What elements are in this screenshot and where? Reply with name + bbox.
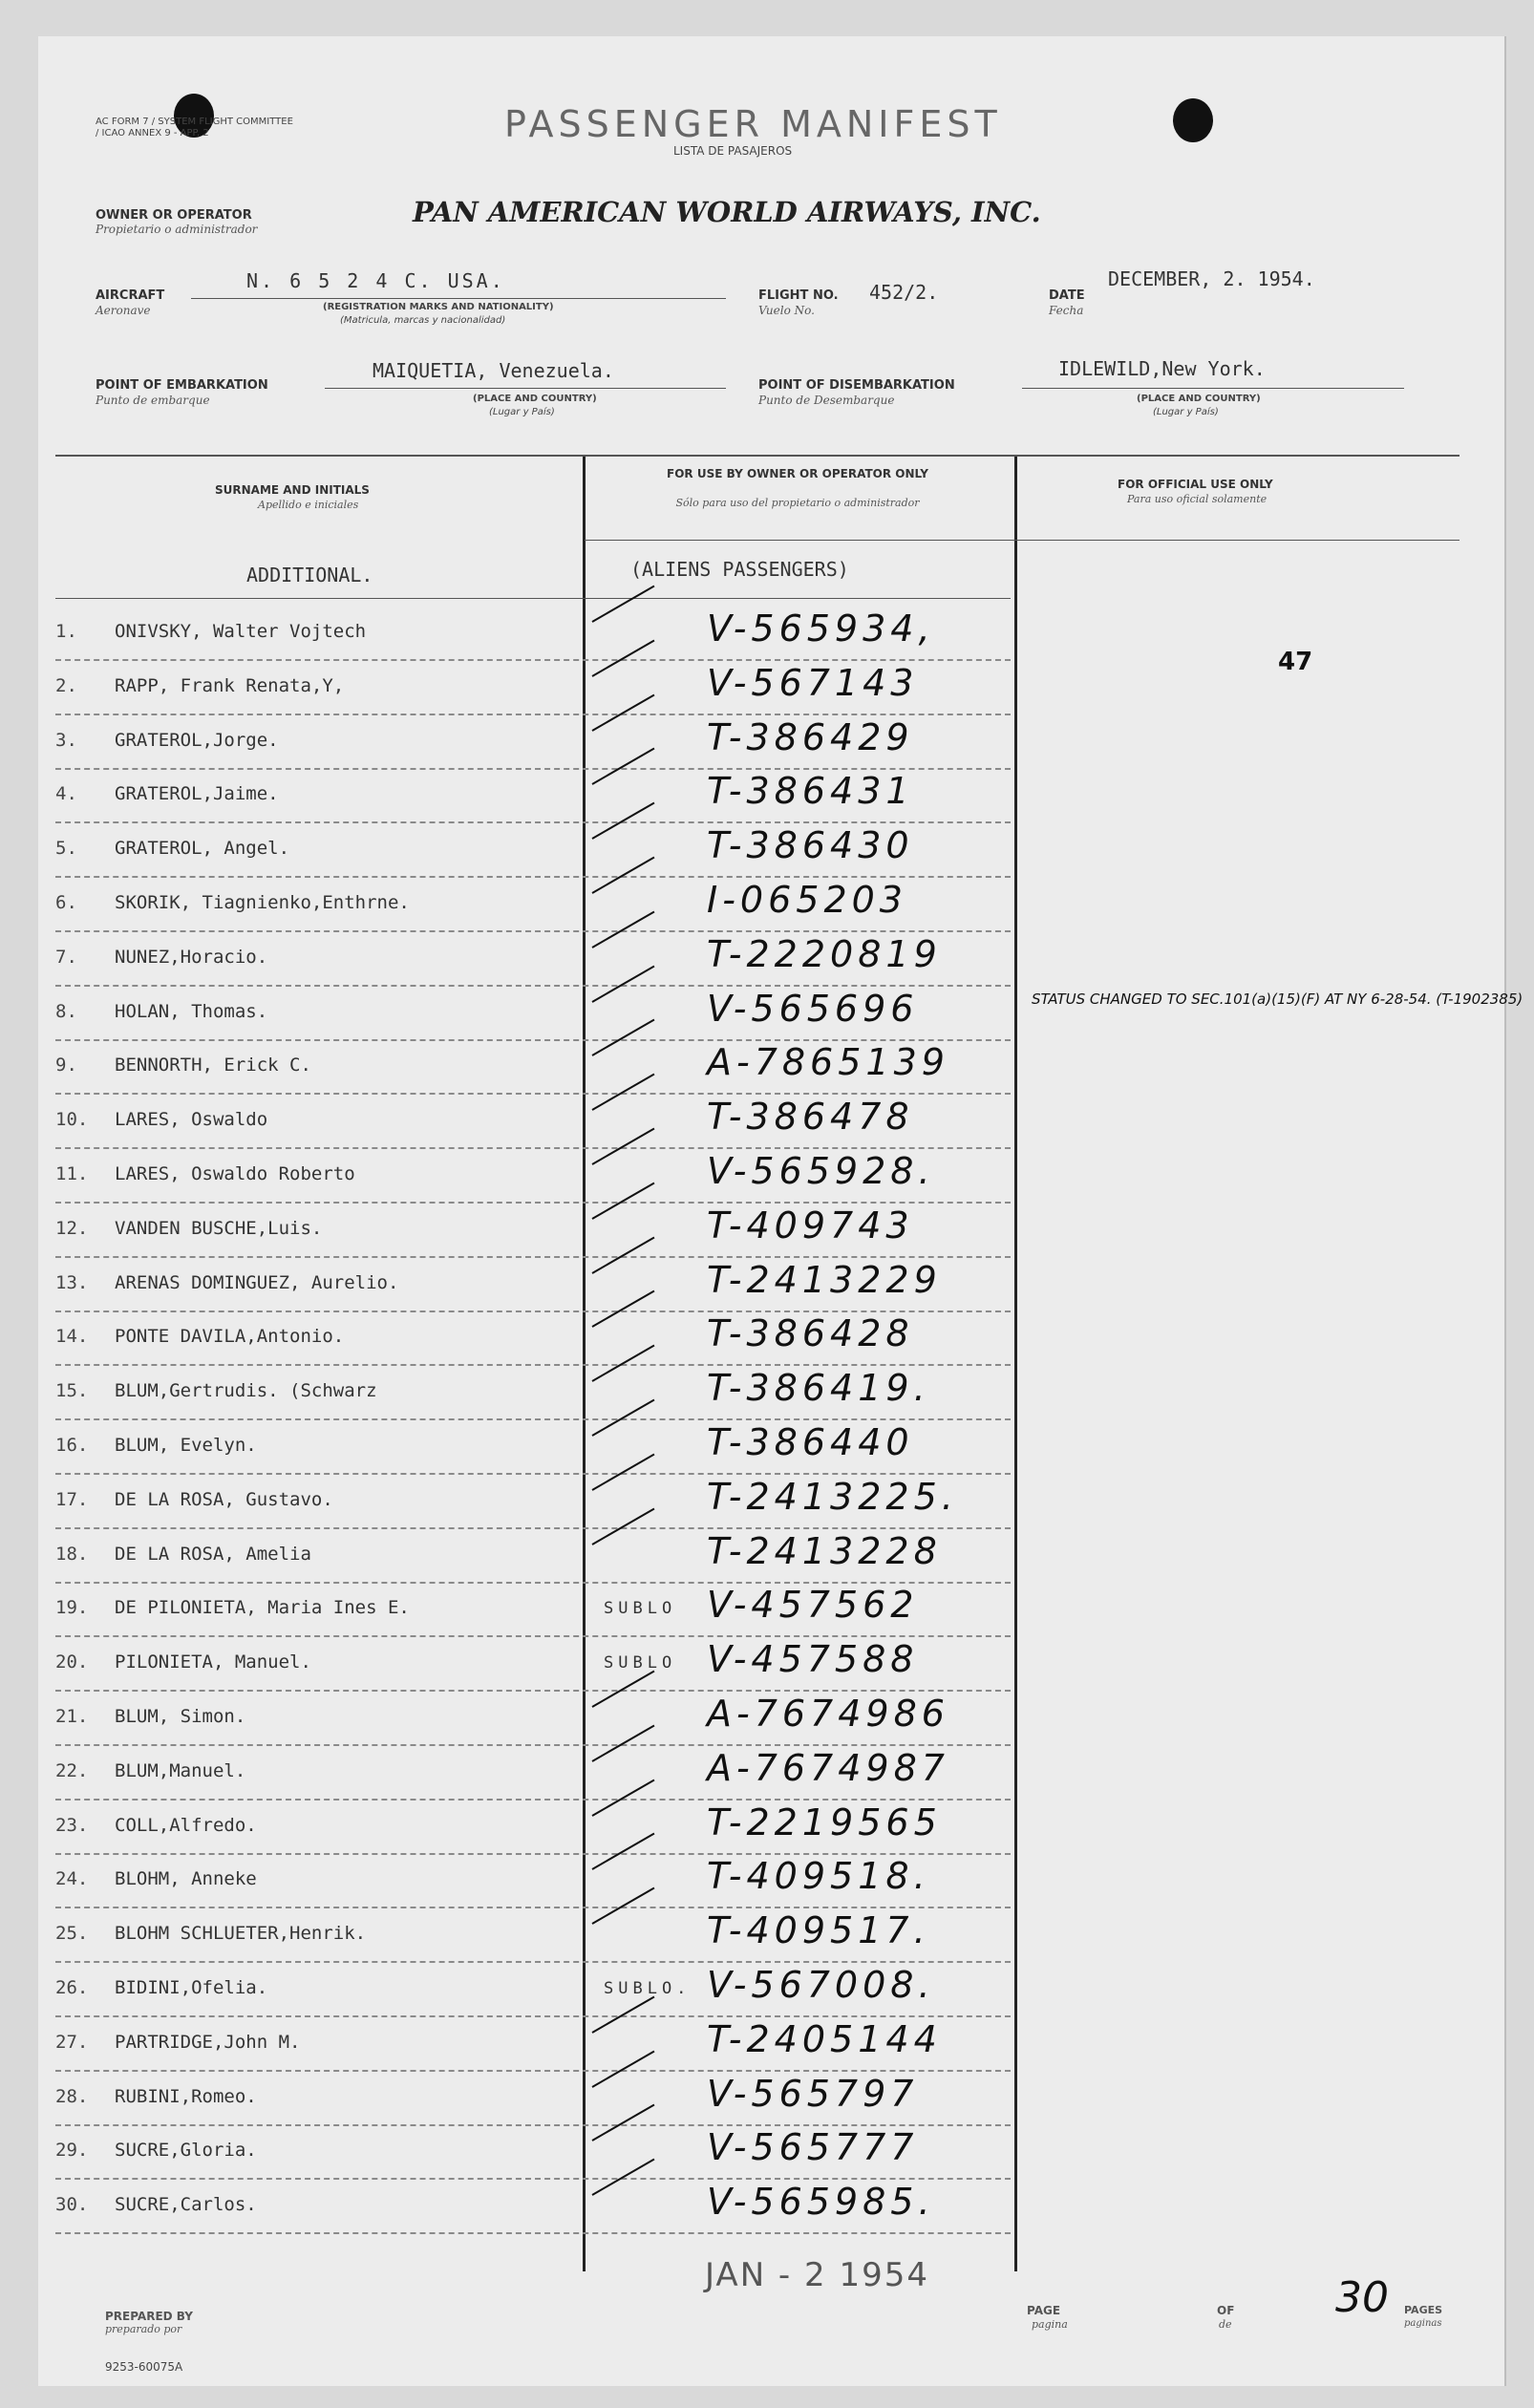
page-label: PAGE — [1027, 2304, 1061, 2317]
table-row — [0, 987, 1534, 1045]
pages-label: PAGES — [1404, 2304, 1443, 2316]
row-rule — [55, 1039, 1011, 1041]
passenger-name: GRATEROL,Jaime. — [115, 783, 279, 805]
row-number: 14. — [55, 1326, 89, 1348]
table-row — [0, 1964, 1534, 2021]
owner-label: OWNER OR OPERATOR — [96, 208, 252, 223]
passenger-name: BLUM, Evelyn. — [115, 1435, 257, 1456]
row-number: 11. — [55, 1163, 89, 1184]
pages-label-es: paginas — [1404, 2318, 1442, 2329]
document-number: T-2220819 — [707, 932, 942, 975]
row-number: 28. — [55, 2085, 89, 2107]
embarkation-label: POINT OF EMBARKATION — [96, 378, 268, 393]
row-number: 15. — [55, 1380, 89, 1402]
subclass-mark: SUBLO — [604, 1599, 677, 1619]
document-number: A-7674986 — [707, 1693, 949, 1735]
prepared-by-label-es: preparado por — [105, 2323, 182, 2335]
row-number: 4. — [55, 783, 77, 805]
document-number: V-567143 — [707, 661, 919, 704]
document-number: T-386428 — [707, 1312, 914, 1355]
table-row — [0, 770, 1534, 827]
row-number: 19. — [55, 1597, 89, 1619]
form-number: 9253-60075A — [105, 2360, 183, 2374]
document-number: T-386429 — [707, 715, 914, 758]
table-row — [0, 607, 1534, 665]
table-row — [0, 1638, 1534, 1695]
row-rule — [55, 1418, 1011, 1420]
document-number: T-2219565 — [707, 1801, 942, 1843]
passenger-name: NUNEZ,Horacio. — [115, 946, 268, 968]
document-number: T-2413225. — [707, 1475, 958, 1518]
table-row — [0, 2017, 1534, 2076]
passenger-name: DE LA ROSA, Gustavo. — [115, 1488, 333, 1510]
document-number: T-386478 — [707, 1096, 914, 1139]
row-number: 25. — [55, 1923, 89, 1945]
row-rule — [55, 821, 1011, 823]
row-number: 13. — [55, 1271, 89, 1293]
document-number: A-7865139 — [707, 1041, 949, 1084]
passenger-name: BLUM,Gertrudis. (Schwarz — [115, 1380, 377, 1402]
page-of-label: OF — [1217, 2304, 1235, 2317]
table-row — [0, 2181, 1534, 2238]
date-value: DECEMBER, 2. 1954. — [1108, 267, 1315, 290]
table-row — [0, 1204, 1534, 1262]
document-number: V-565777 — [707, 2126, 919, 2169]
row-rule — [55, 1311, 1011, 1312]
row-number: 23. — [55, 1814, 89, 1836]
passenger-name: PILONIETA, Manuel. — [115, 1652, 311, 1673]
table-row — [0, 1150, 1534, 1207]
sub-header-aliens: (ALIENS PASSENGERS) — [630, 558, 849, 581]
row-number: 6. — [55, 892, 77, 913]
passenger-name: GRATEROL, Angel. — [115, 838, 290, 860]
row-rule — [55, 768, 1011, 770]
marginal-note: 47 — [1278, 648, 1313, 676]
passenger-name: RUBINI,Romeo. — [115, 2085, 257, 2107]
table-row — [0, 1421, 1534, 1479]
page-label-es: pagina — [1032, 2318, 1068, 2331]
document-number: V-565928. — [707, 1150, 935, 1192]
row-number: 2. — [55, 674, 77, 696]
row-number: 30. — [55, 2194, 89, 2216]
company-name: PAN AMERICAN WORLD AIRWAYS, INC. — [413, 196, 1041, 228]
table-row — [0, 1475, 1534, 1533]
row-number: 7. — [55, 946, 77, 968]
row-rule — [55, 1635, 1011, 1637]
row-rule — [55, 1527, 1011, 1529]
table-row — [0, 1746, 1534, 1804]
table-row — [0, 1041, 1534, 1098]
form-reference: AC FORM 7 / SYSTEM FLIGHT COMMITTEE / ICAO ANNEX 9 - APP. 2 — [96, 117, 293, 139]
document-number: V-457562 — [707, 1584, 919, 1627]
row-rule — [55, 1582, 1011, 1584]
row-rule — [55, 2124, 1011, 2126]
row-number: 29. — [55, 2140, 89, 2162]
row-rule — [55, 2015, 1011, 2017]
flight-value: 452/2. — [869, 281, 939, 304]
row-rule — [55, 1364, 1011, 1366]
owner-label-es: Propietario o administrador — [96, 223, 258, 236]
document-number: T-409517. — [707, 1909, 930, 1952]
document-number: T-386440 — [707, 1421, 914, 1463]
row-rule — [55, 1799, 1011, 1801]
passenger-name: BLOHM, Anneke — [115, 1868, 257, 1890]
received-stamp: JAN - 2 1954 — [705, 2256, 929, 2294]
document-number: A-7674987 — [707, 1746, 949, 1789]
document-number: T-2405144 — [707, 2017, 942, 2060]
document-number: T-2413229 — [707, 1258, 942, 1301]
table-row — [0, 824, 1534, 882]
passenger-name: GRATEROL,Jorge. — [115, 729, 279, 751]
document-number: V-565797 — [707, 2072, 919, 2115]
passenger-name: SKORIK, Tiagnienko,Enthrne. — [115, 892, 410, 913]
row-rule — [55, 1907, 1011, 1908]
aircraft-caption: (REGISTRATION MARKS AND NATIONALITY) — [323, 302, 554, 312]
table-row — [0, 1584, 1534, 1641]
row-rule — [55, 1256, 1011, 1258]
row-number: 16. — [55, 1435, 89, 1456]
row-rule — [55, 985, 1011, 987]
row-number: 12. — [55, 1217, 89, 1239]
row-rule — [55, 659, 1011, 661]
passenger-name: ARENAS DOMINGUEZ, Aurelio. — [115, 1271, 399, 1293]
table-row — [0, 1909, 1534, 1967]
passenger-name: VANDEN BUSCHE,Luis. — [115, 1217, 323, 1239]
table-row — [0, 879, 1534, 936]
page-count: 30 — [1335, 2273, 1389, 2322]
passenger-name: COLL,Alfredo. — [115, 1814, 257, 1836]
passenger-name: DE LA ROSA, Amelia — [115, 1543, 311, 1565]
document-number: V-565934, — [707, 607, 935, 650]
row-number: 21. — [55, 1706, 89, 1727]
row-number: 20. — [55, 1652, 89, 1673]
document-title: PASSENGER MANIFEST — [504, 103, 1002, 145]
passenger-name: RAPP, Frank Renata,Y, — [115, 674, 345, 696]
column-header-owner: FOR USE BY OWNER OR OPERATOR ONLY — [667, 467, 928, 480]
passenger-name: BLUM, Simon. — [115, 1706, 246, 1727]
table-row — [0, 1529, 1534, 1588]
row-rule — [55, 1853, 1011, 1855]
official-note: STATUS CHANGED TO SEC.101(a)(15)(F) AT NY 6-28-54. (T-1902385) — [1032, 990, 1523, 1008]
table-row — [0, 1258, 1534, 1316]
row-number: 18. — [55, 1543, 89, 1565]
prepared-by-label: PREPARED BY — [105, 2310, 193, 2323]
row-number: 5. — [55, 838, 77, 860]
table-row — [0, 2072, 1534, 2130]
row-number: 22. — [55, 1759, 89, 1781]
disembarkation-caption: (PLACE AND COUNTRY) — [1137, 394, 1261, 404]
row-rule — [55, 930, 1011, 932]
subclass-mark: SUBLO. — [604, 1979, 692, 1998]
disembarkation-value: IDLEWILD,New York. — [1058, 357, 1266, 380]
table-row — [0, 1096, 1534, 1153]
aircraft-value: N. 6 5 2 4 C. USA. — [246, 269, 505, 292]
aircraft-caption-es: (Matricula, marcas y nacionalidad) — [340, 315, 506, 326]
embarkation-label-es: Punto de embarque — [96, 394, 210, 407]
disembarkation-label: POINT OF DISEMBARKATION — [758, 378, 955, 393]
row-number: 9. — [55, 1055, 77, 1076]
document-number: T-386430 — [707, 824, 914, 867]
row-rule — [55, 1202, 1011, 1204]
row-number: 27. — [55, 2031, 89, 2053]
embarkation-value: MAIQUETIA, Venezuela. — [373, 359, 614, 382]
table-row — [0, 1312, 1534, 1370]
passenger-name: BLOHM SCHLUETER,Henrik. — [115, 1923, 367, 1945]
table-row — [0, 1855, 1534, 1912]
passenger-name: BENNORTH, Erick C. — [115, 1055, 311, 1076]
disembarkation-caption-es: (Lugar y País) — [1153, 407, 1219, 417]
table-row — [0, 2126, 1534, 2184]
date-label-es: Fecha — [1049, 304, 1084, 317]
sub-header-rule — [55, 598, 1011, 599]
column-header-owner-es: Sólo para uso del propietario o administrador — [675, 497, 920, 509]
document-title-es: LISTA DE PASAJEROS — [673, 144, 793, 158]
table-row — [0, 1801, 1534, 1859]
flight-label: FLIGHT NO. — [758, 288, 839, 303]
row-rule — [55, 1093, 1011, 1095]
row-number: 17. — [55, 1488, 89, 1510]
row-rule — [55, 1961, 1011, 1963]
passenger-name: PARTRIDGE,John M. — [115, 2031, 301, 2053]
aircraft-label-es: Aeronave — [96, 304, 151, 317]
document-number: T-2413228 — [707, 1529, 942, 1572]
disembarkation-label-es: Punto de Desembarque — [758, 394, 895, 407]
row-rule — [55, 2178, 1011, 2180]
row-rule — [55, 1473, 1011, 1475]
document-number: T-386431 — [707, 770, 914, 813]
row-number: 1. — [55, 621, 77, 642]
column-header-official: FOR OFFICIAL USE ONLY — [1118, 478, 1273, 491]
header-bottom-rule — [585, 540, 1459, 541]
row-number: 10. — [55, 1109, 89, 1131]
passenger-name: SUCRE,Carlos. — [115, 2194, 257, 2216]
document-number: V-567008. — [707, 1964, 935, 2006]
column-header-surname: SURNAME AND INITIALS — [215, 483, 370, 497]
table-row — [0, 715, 1534, 774]
document-number: V-457588 — [707, 1638, 919, 1681]
subclass-mark: SUBLO — [604, 1653, 677, 1673]
document-number: T-409518. — [707, 1855, 930, 1898]
passenger-name: HOLAN, Thomas. — [115, 1000, 268, 1022]
row-rule — [55, 2070, 1011, 2072]
flight-label-es: Vuelo No. — [758, 304, 815, 317]
row-rule — [55, 1690, 1011, 1692]
aircraft-underline — [191, 298, 726, 299]
passenger-name: SUCRE,Gloria. — [115, 2140, 257, 2162]
sub-header-additional: ADDITIONAL. — [246, 564, 373, 586]
row-number: 24. — [55, 1868, 89, 1890]
document-number: I-065203 — [707, 879, 907, 921]
embarkation-caption-es: (Lugar y País) — [489, 407, 555, 417]
document-number: V-565985. — [707, 2181, 935, 2224]
passenger-name: LARES, Oswaldo — [115, 1109, 268, 1131]
embarkation-caption: (PLACE AND COUNTRY) — [473, 394, 597, 404]
document-number: T-409743 — [707, 1204, 914, 1247]
aircraft-label: AIRCRAFT — [96, 288, 165, 303]
table-row — [0, 1693, 1534, 1750]
punch-hole-right — [1173, 98, 1213, 142]
table-row — [0, 932, 1534, 991]
row-rule — [55, 876, 1011, 878]
row-rule — [55, 2232, 1011, 2234]
page-of-label-es: de — [1219, 2318, 1232, 2331]
embarkation-underline — [325, 388, 726, 389]
row-rule — [55, 1147, 1011, 1149]
document-number: T-386419. — [707, 1367, 930, 1410]
passenger-name: DE PILONIETA, Maria Ines E. — [115, 1597, 410, 1619]
passenger-name: PONTE DAVILA,Antonio. — [115, 1326, 345, 1348]
document-number: V-565696 — [707, 987, 919, 1030]
row-rule — [55, 714, 1011, 715]
row-rule — [55, 1744, 1011, 1746]
date-label: DATE — [1049, 288, 1085, 303]
disembarkation-underline — [1022, 388, 1404, 389]
row-number: 26. — [55, 1977, 89, 1998]
passenger-name: BIDINI,Ofelia. — [115, 1977, 268, 1998]
passenger-name: LARES, Oswaldo Roberto — [115, 1163, 355, 1184]
row-number: 8. — [55, 1000, 77, 1022]
passenger-name: BLUM,Manuel. — [115, 1759, 246, 1781]
row-number: 3. — [55, 729, 77, 751]
table-top-rule — [55, 455, 1459, 457]
column-header-official-es: Para uso oficial solamente — [1127, 493, 1268, 505]
passenger-name: ONIVSKY, Walter Vojtech — [115, 621, 367, 642]
table-row — [0, 1367, 1534, 1424]
column-header-surname-es: Apellido e iniciales — [258, 499, 359, 511]
